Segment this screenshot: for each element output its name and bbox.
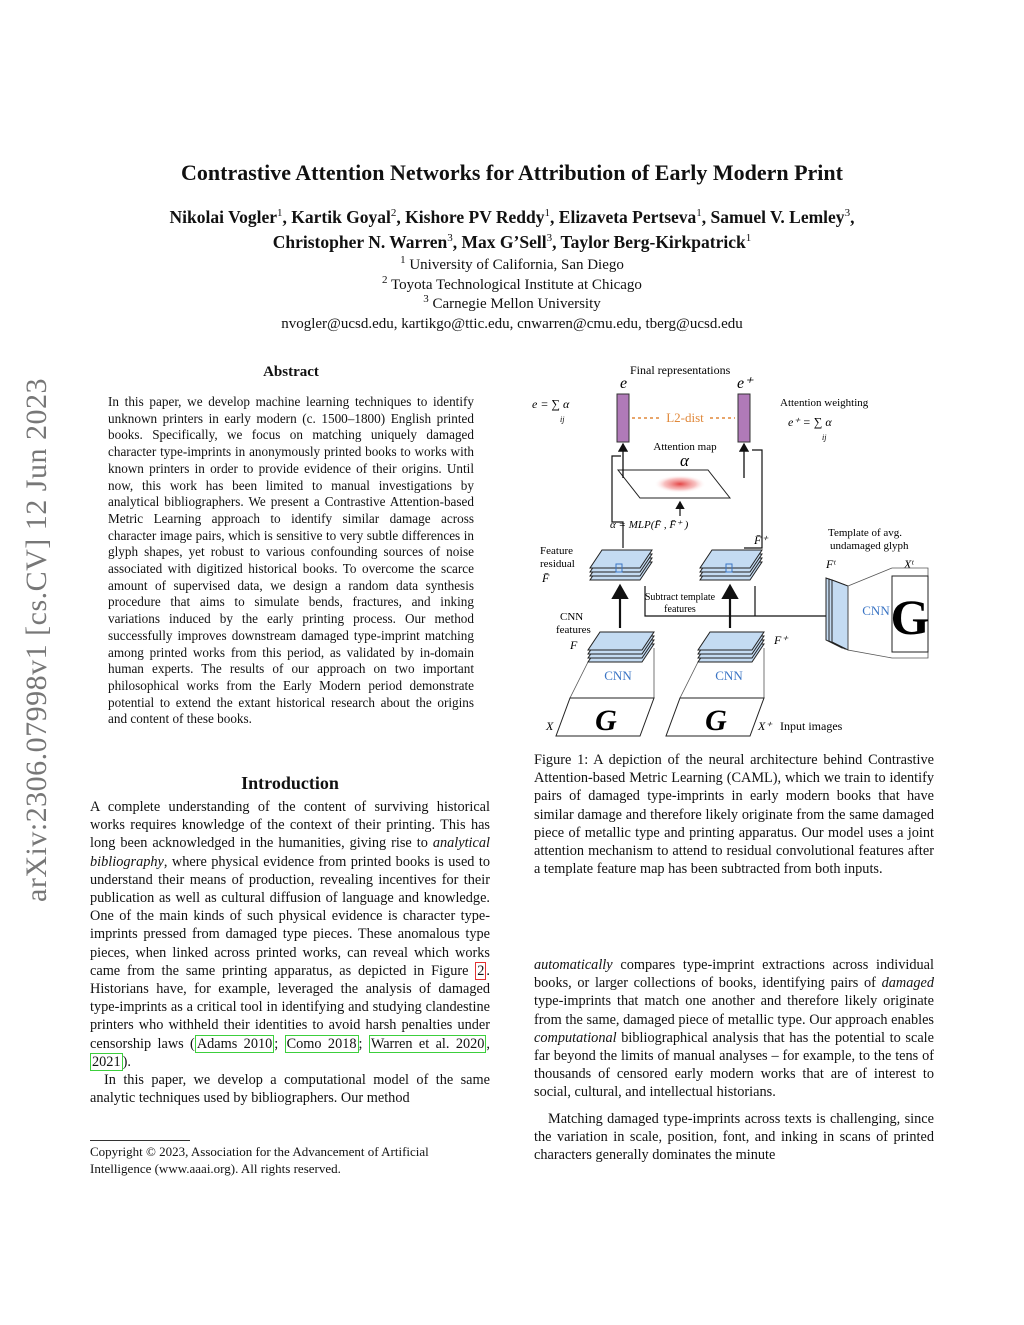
author: Christopher N. Warren bbox=[272, 232, 448, 252]
copyright-notice: Copyright © 2023, Association for the Advancement of Artificial Intelligence (www.aaai.org). All rights reserved. bbox=[90, 1144, 429, 1176]
author-list: Nikolai Vogler$^1$, Kartik Goyal$^2$, Kishore PV Reddy$^1$, Elizaveta Pertseva$^1$, Samuel V. Lemley$^3$, Christopher N. Warren$^3$, Max G’Sell$^3$, Taylor Berg-Kirkpatrick$^1$ bbox=[169, 207, 855, 252]
citation-link[interactable]: Como 2018 bbox=[286, 1035, 357, 1052]
template-glyph: G bbox=[890, 589, 930, 645]
e-plus-label: e⁺ bbox=[737, 375, 753, 392]
author: Kartik Goyal bbox=[291, 207, 391, 227]
architecture-figure bbox=[530, 358, 940, 743]
f-label: F bbox=[570, 638, 578, 652]
figure-caption: Figure 1: A depiction of the neural architecture behind Contrastive Attention-based Metric Learning (CAML), which we train to identify pairs of damaged type-imprints in early modern books that have similar damage and therefore likely originate from the same damaged piece of metallic type and printing apparatus. Our model uses a joint attention mechanism to attend to residual convolutional features after a template feature map has been subtracted from both inputs. bbox=[534, 752, 934, 878]
f-bar-plus-label: F̄⁺ bbox=[754, 533, 768, 547]
attention-heatmap-blob bbox=[654, 475, 706, 493]
author-emails: nvogler@ucsd.edu, kartikgo@ttic.edu, cnwarren@cmu.edu, tberg@ucsd.edu bbox=[281, 315, 743, 332]
attention-weighting-label: Attention weighting bbox=[780, 397, 869, 409]
abstract-heading: Abstract bbox=[263, 364, 319, 380]
body-paragraph: Matching damaged type-imprints across texts is challenging, since the variation in scale, position, font, and inking in scans of printed characters generally dominates the minute bbox=[534, 1110, 934, 1164]
cnn-features-label-2: features bbox=[556, 624, 591, 636]
affiliations: $^1$ University of California, San Diego $^2$ Toyota Technological Institute at Chicago $^3$ Carnegie Mellon University nvogler@ucsd.edu, kartikgo@ttic.edu, cnwarren@cmu.edu, tberg@ucsd.edu bbox=[150, 256, 874, 334]
e-plus-equation: e⁺ = ∑ α bbox=[788, 415, 832, 429]
introduction-heading: Introduction bbox=[241, 773, 339, 793]
paper-title: Contrastive Attention Networks for Attribution of Early Modern Print bbox=[181, 160, 843, 185]
input-glyph-x-plus: G bbox=[705, 704, 727, 737]
citation-link[interactable]: Adams 2010 bbox=[196, 1035, 273, 1052]
subtract-template-label-1: Subtract template bbox=[644, 592, 716, 603]
attention-map-label: Attention map bbox=[653, 441, 717, 453]
template-label-1: Template of avg. bbox=[828, 527, 903, 539]
footnote-rule bbox=[90, 1140, 190, 1141]
x-label: X bbox=[546, 719, 554, 733]
e-equation-index: ij bbox=[560, 415, 565, 424]
template-label-2: undamaged glyph bbox=[830, 540, 909, 552]
template-cnn-label: CNN bbox=[862, 603, 890, 618]
embedding-bar-e-plus bbox=[738, 394, 750, 442]
cnn-label-left: CNN bbox=[604, 668, 632, 683]
alpha-symbol: α bbox=[680, 451, 689, 470]
x-t-label: Xᵗ bbox=[904, 557, 914, 571]
subtract-template-label-2: features bbox=[664, 604, 696, 615]
right-column-body bbox=[534, 956, 934, 1164]
arxiv-stamp: arXiv:2306.07998v1 [cs.CV] 12 Jun 2023 bbox=[20, 378, 53, 902]
mlp-equation: α = MLP(F̄ , F̄⁺ ) bbox=[610, 519, 689, 531]
residual-stack-right bbox=[700, 550, 762, 580]
cnn-feature-stack-right bbox=[698, 632, 764, 662]
input-images-label: Input images bbox=[780, 719, 843, 733]
author: Taylor Berg-Kirkpatrick bbox=[560, 232, 746, 252]
input-glyph-x: G bbox=[595, 704, 617, 737]
author: Kishore PV Reddy bbox=[405, 207, 545, 227]
feature-residual-label-1: Feature bbox=[540, 545, 573, 557]
figure-reference-link[interactable]: 2 bbox=[477, 962, 485, 979]
x-plus-label: X⁺ bbox=[758, 719, 772, 733]
feature-residual-label-2: residual bbox=[540, 558, 575, 570]
left-column-body bbox=[90, 798, 490, 1107]
f-t-label: Fᵗ bbox=[826, 557, 836, 571]
author: Nikolai Vogler bbox=[169, 207, 277, 227]
e-label: e bbox=[620, 375, 628, 392]
residual-stack-left bbox=[590, 550, 652, 580]
cnn-label-right: CNN bbox=[715, 668, 743, 683]
cnn-features-label-1: CNN bbox=[560, 611, 584, 623]
final-representations-label: Final representations bbox=[630, 363, 731, 377]
e-equation: e = ∑ α bbox=[532, 397, 570, 411]
citation-link[interactable]: Warren et al. 2020 bbox=[370, 1035, 485, 1052]
embedding-bar-e bbox=[617, 394, 629, 442]
author: Elizaveta Pertseva bbox=[558, 207, 697, 227]
intro-paragraph: In this paper, we develop a computational model of the same analytic techniques used by bibliographers. Our method bbox=[90, 1072, 490, 1107]
author: Samuel V. Lemley bbox=[710, 207, 845, 227]
abstract-text: In this paper, we develop machine learning techniques to identify unknown printers in early modern (c. 1500–1800) English printed books. Specifically, we focus on matching uniquely damaged character type-imprints in anonymously printed books to works with known printers in order to provide evidence of their origins. Until now, this work has been limited to manual investigations by analytical bibliographers. We present a Contrastive Attention-based Metric Learning approach to identify similar damage across character image pairs, which is sensitive to very subtle differences in glyph shapes, yet robust to various confounding sources of noise associated with digitized historical books. To overcome the scarce amount of supervised data, we design a random data synthesis procedure that aims to simulate bends, fractures, and inking variations induced by the early printing process. Our method successfully improves downstream damaged type-imprint matching among printed works from this period, as validated by in-domain human experts. The results of our approach on two important philosophical works from the Early Modern period demonstrate potential to extend the extant historical research about the origins and content of these books. bbox=[108, 394, 474, 727]
f-plus-label: F⁺ bbox=[774, 633, 788, 647]
l2-dist-label: L2-dist bbox=[666, 410, 704, 425]
body-paragraph: automatically compares type-imprint extractions across individual books, or larger collections of books, identifying pairs of damaged type-imprints that match one another and therefore likely originate from the same, damaged piece of metallic type. Our approach enables computational bibliographical analysis that has the potential to scale far beyond the limits of manual analyses – for example, to the tens of thousands of censored early modern works that are of interest to social, cultural, and intellectual historians. bbox=[534, 957, 934, 1101]
f-bar-label: F̄ bbox=[542, 571, 550, 585]
e-plus-equation-index: ij bbox=[822, 433, 827, 442]
intro-paragraph: A complete understanding of the content of surviving historical works requires knowledge of the context of their printing. This has long been acknowledged in the humanities, giving rise to analytical bibliography, where physical evidence from printed books is used to understand their means of production, revealing incentives for their publication as well as cultural diffusion of language and knowledge. One of the main kinds of such physical evidence is character type-imprints pressed from damaged type pieces. These anomalous type pieces, when linked across printed works, can reveal which works came from the same printing apparatus, as depicted in Figure 2 . Historians have, for example, leveraged the analysis of damaged type-imprints as a critical tool in identifying and studying clandestine printers who withheld their identities to avoid harsh penalties under censorship laws ( Adams 2010 ; Como 2018 ; Warren et al. 2020 , 2021 ). bbox=[90, 799, 490, 1070]
template-feature-stack bbox=[826, 578, 848, 650]
author: Max G’Sell bbox=[461, 232, 547, 252]
cnn-feature-stack-left bbox=[588, 632, 654, 662]
citation-link[interactable]: 2021 bbox=[92, 1053, 121, 1070]
